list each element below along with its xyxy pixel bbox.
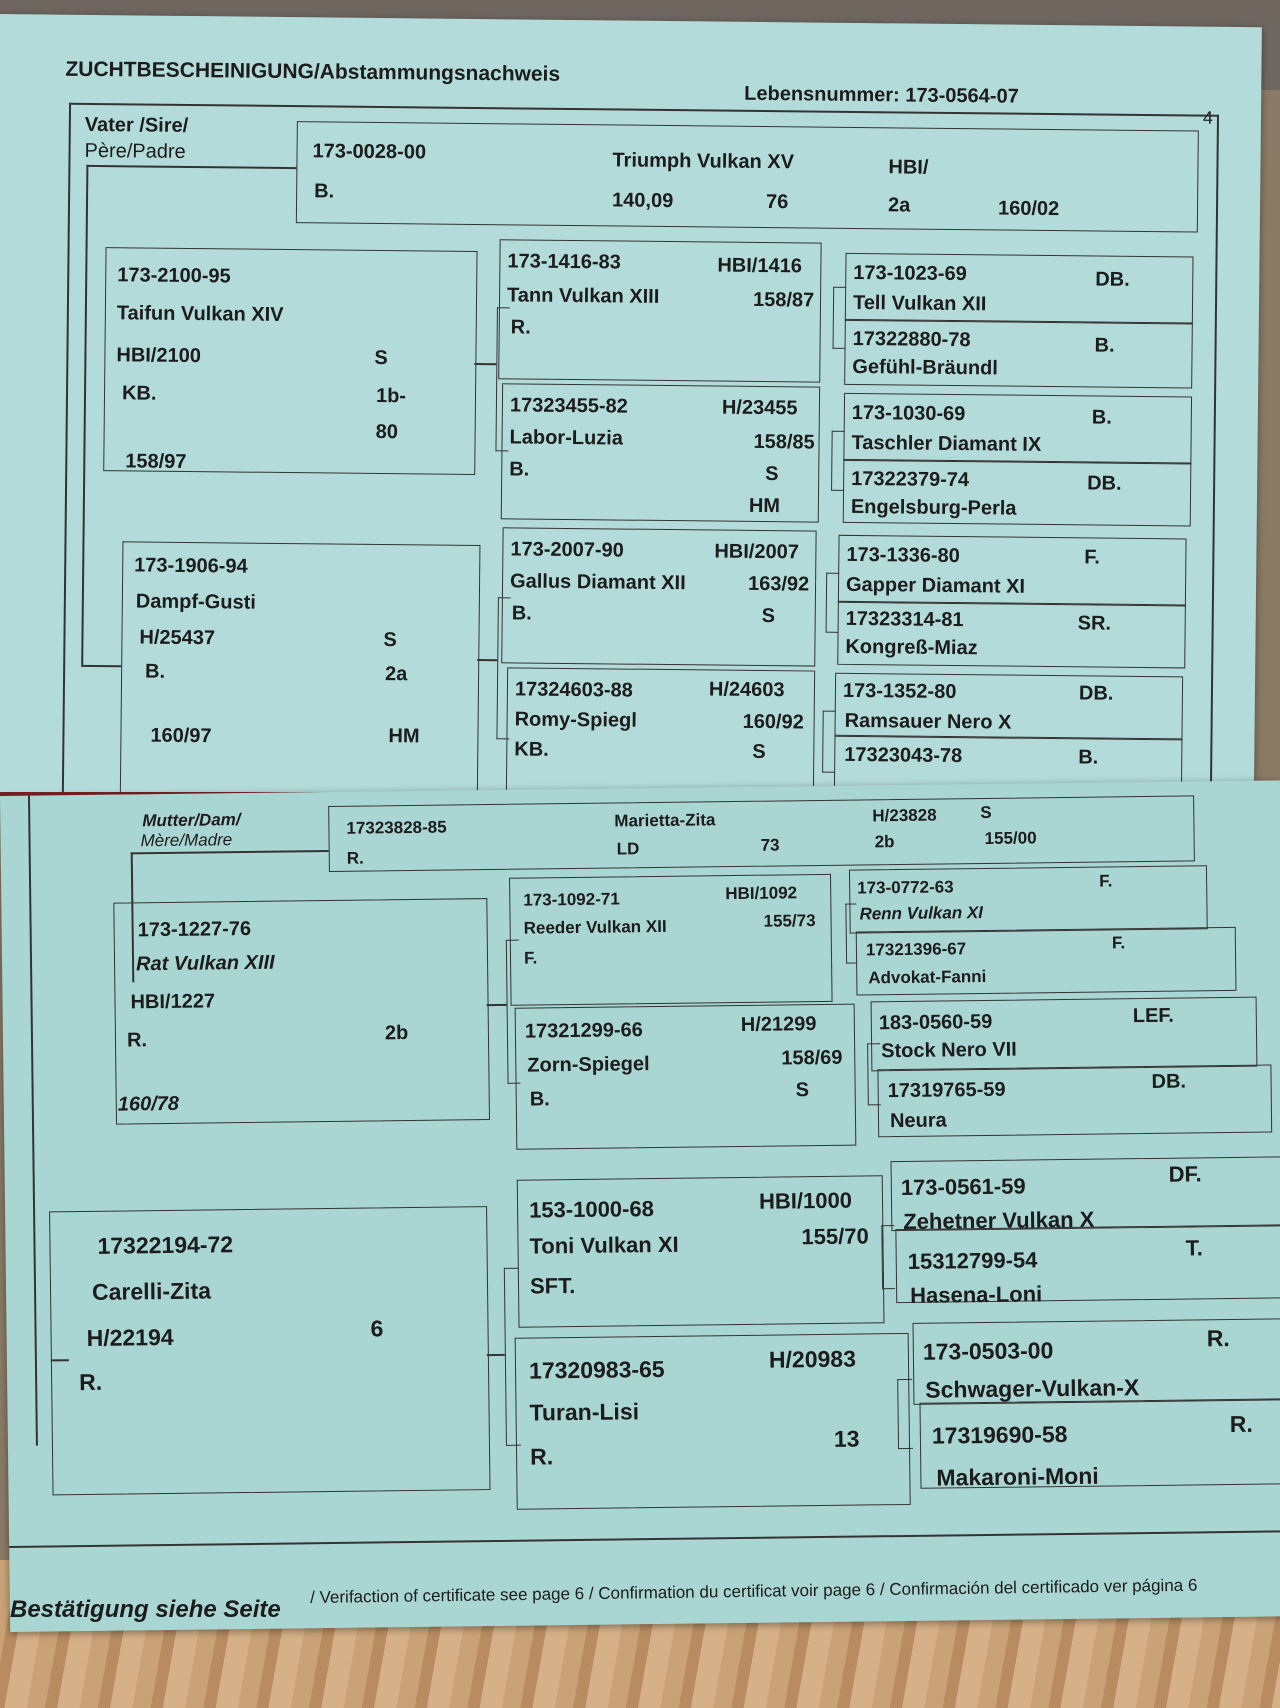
ssd-hm: HM — [748, 494, 781, 518]
ds-name: Rat Vulkan XIII — [135, 951, 275, 976]
ssdd-id: 17322379-74 — [851, 467, 970, 492]
dam-ld: LD — [616, 839, 640, 859]
ss-id: 173-2100-95 — [117, 264, 231, 288]
sdd-s: S — [752, 740, 766, 764]
ddsd-name: Hasena-Loni — [910, 1281, 1043, 1308]
dd-id: 17322194-72 — [97, 1231, 234, 1259]
dsd-id: 17321299-66 — [524, 1019, 643, 1043]
ddsd-id: 15312799-54 — [907, 1247, 1038, 1274]
dsd-size: 158/69 — [781, 1046, 843, 1070]
dsdd-color: DB. — [1151, 1070, 1187, 1093]
sd-grade: 2a — [384, 663, 408, 686]
dsdd-name: Neura — [889, 1109, 947, 1133]
ddss-color: DF. — [1168, 1161, 1202, 1187]
ddd-name: Turan-Lisi — [529, 1398, 640, 1426]
ss-size: 158/97 — [125, 450, 187, 473]
sire-num: 76 — [765, 191, 789, 214]
dam-name: Marietta-Zita — [614, 810, 716, 831]
ssdd-color: DB. — [1087, 472, 1122, 495]
sdsd-id: 17323314-81 — [845, 607, 964, 632]
ss-reg: HBI/2100 — [116, 344, 202, 368]
sire-label-2: Père/Padre — [84, 139, 186, 163]
dam-num: 73 — [760, 835, 780, 855]
sire-reg: HBI/ — [888, 156, 929, 179]
ssd-name: Labor-Luzia — [509, 426, 624, 450]
dam-label: Mutter/Dam/ — [142, 810, 241, 831]
sd-reg: H/25437 — [139, 626, 216, 650]
ddd-reg: H/20983 — [768, 1345, 857, 1373]
sd-hm: HM — [388, 725, 420, 748]
certificate-page-bottom — [0, 780, 1280, 1632]
sd-name: Dampf-Gusti — [135, 590, 256, 614]
ssdd-name: Engelsburg-Perla — [850, 495, 1017, 520]
ds-connector — [487, 1004, 507, 1006]
sd-connector-left — [81, 665, 121, 667]
dddd-color: R. — [1229, 1410, 1253, 1438]
ssds-color: B. — [1091, 406, 1112, 429]
dam-branch-line — [131, 850, 329, 854]
frame-top-line — [69, 103, 1219, 117]
sds-name: Gallus Diamant XII — [509, 570, 686, 595]
dds-reg: HBI/1000 — [758, 1187, 853, 1214]
ddds-color: R. — [1206, 1325, 1230, 1352]
ssds-name: Taschler Diamant IX — [851, 431, 1042, 456]
ddds-id: 173-0503-00 — [922, 1337, 1054, 1365]
ss-color: KB. — [121, 382, 157, 405]
sire-branch-vertical — [81, 165, 88, 665]
sdds-color: DB. — [1078, 682, 1114, 705]
ddss-name: Zehetner Vulkan X — [903, 1206, 1095, 1234]
sdd-color: KB. — [514, 738, 549, 761]
dsss-name: Renn Vulkan XI — [859, 903, 984, 924]
sire-label: Vater /Sire/ — [84, 113, 189, 137]
sire-score: 140,09 — [611, 189, 674, 213]
dds-bracket — [881, 1225, 895, 1289]
dddd-id: 17319690-58 — [931, 1421, 1068, 1449]
ssd-color: B. — [509, 458, 530, 481]
ssss-name: Tell Vulkan XII — [852, 291, 987, 316]
ddsd-color: T. — [1185, 1235, 1203, 1261]
sire-color: B. — [314, 180, 335, 203]
footer-confirmation-main: Bestätigung siehe Seite — [10, 1596, 281, 1623]
frame-right-line — [1210, 115, 1219, 815]
sd-connector — [477, 659, 497, 661]
dd-num: 6 — [370, 1315, 384, 1342]
ss-name: Taifun Vulkan XIV — [116, 302, 284, 326]
dssd-color: F. — [1111, 933, 1126, 953]
dam-size: 155/00 — [984, 828, 1037, 848]
ss-s: S — [374, 346, 388, 370]
ss-num: 80 — [375, 420, 399, 444]
sdds-name: Ramsauer Nero X — [844, 709, 1012, 734]
ssd-id: 17323455-82 — [509, 394, 628, 418]
sire-box — [296, 121, 1199, 232]
sire-branch-line — [86, 165, 296, 169]
ssd-size: 158/85 — [753, 430, 815, 454]
dsds-color: LEF. — [1132, 1004, 1175, 1028]
document-title: ZUCHTBESCHEINIGUNG/Abstammungsnachweis — [65, 57, 561, 86]
sssd-color: B. — [1094, 334, 1115, 357]
sdss-id: 173-1336-80 — [846, 543, 960, 568]
sddd-color: B. — [1078, 746, 1099, 769]
ssd-reg: H/23455 — [721, 396, 798, 420]
ss-grade: 1b- — [375, 384, 407, 408]
sssd-id: 17322880-78 — [852, 327, 971, 352]
ds-id: 173-1227-76 — [137, 917, 252, 942]
dds-id: 153-1000-68 — [528, 1196, 655, 1223]
lebensnummer: Lebensnummer: 173-0564-07 — [744, 82, 1019, 108]
dsds-name: Stock Nero VII — [881, 1038, 1017, 1063]
ddd-id: 17320983-65 — [528, 1355, 665, 1384]
ddss-id: 173-0561-59 — [900, 1173, 1026, 1201]
ds-size: 160/78 — [117, 1092, 180, 1116]
dsd-color: B. — [529, 1088, 550, 1111]
sds-id: 173-2007-90 — [510, 538, 624, 562]
dam-id: 17323828-85 — [346, 817, 447, 838]
sds-reg: HBI/2007 — [714, 540, 800, 564]
dd-color: R. — [79, 1368, 103, 1396]
dsdd-id: 17319765-59 — [887, 1078, 1006, 1103]
sdd-name: Romy-Spiegl — [514, 708, 637, 732]
ds-grade: 2b — [384, 1022, 409, 1045]
dss-id: 173-1092-71 — [523, 889, 620, 910]
sd-color: B. — [145, 660, 166, 683]
dam-box — [328, 795, 1195, 872]
sds-color: B. — [511, 602, 532, 625]
ss-connector — [474, 363, 496, 365]
ddd-num: 13 — [833, 1425, 860, 1452]
sire-size: 160/02 — [997, 197, 1060, 221]
footer-separator — [9, 1530, 1280, 1547]
dssd-id: 17321396-67 — [865, 939, 967, 960]
sss-id: 173-1416-83 — [507, 250, 621, 274]
sss-name: Tann Vulkan XIII — [506, 284, 660, 308]
page-number: 4 — [1202, 107, 1214, 128]
dd-reg: H/22194 — [86, 1323, 174, 1351]
sdd-reg: H/24603 — [708, 678, 785, 702]
certificate-page-top — [0, 14, 1262, 813]
ssds-id: 173-1030-69 — [851, 401, 966, 426]
ssd-s: S — [765, 463, 779, 486]
dsd-s: S — [795, 1079, 810, 1102]
sire-grade: 2a — [887, 194, 911, 217]
ssss-color: DB. — [1095, 268, 1130, 291]
dss-reg: HBI/1092 — [725, 883, 798, 904]
sdsd-color: SR. — [1077, 612, 1112, 635]
sdss-name: Gapper Diamant XI — [845, 573, 1026, 598]
dds-name: Toni Vulkan XI — [529, 1231, 679, 1259]
sdd-size: 160/92 — [742, 710, 804, 734]
ddd-bracket — [897, 1379, 913, 1449]
sssd-name: Gefühl-Bräundl — [852, 355, 999, 380]
dd-connector — [487, 1354, 505, 1356]
dd-name: Carelli-Zita — [91, 1277, 212, 1305]
dss-size: 155/73 — [763, 911, 816, 931]
sdd-id: 17324603-88 — [514, 678, 633, 702]
sd-s: S — [383, 629, 397, 652]
dam-s: S — [980, 802, 992, 823]
ds-color: R. — [126, 1029, 148, 1052]
sdsd-name: Kongreß-Miaz — [845, 635, 978, 660]
dds-color: SFT. — [529, 1273, 576, 1299]
sdds-id: 173-1352-80 — [842, 679, 957, 704]
sire-name: Triumph Vulkan XV — [612, 149, 795, 174]
ds-reg: HBI/1227 — [130, 990, 216, 1014]
dddd-name: Makaroni-Moni — [936, 1462, 1099, 1491]
sdss-color: F. — [1084, 546, 1101, 569]
dsd-reg: H/21299 — [740, 1013, 817, 1036]
sd-box — [120, 541, 481, 807]
sire-id: 173-0028-00 — [312, 140, 427, 164]
ssss-id: 173-1023-69 — [853, 261, 967, 286]
dsds-id: 183-0560-59 — [878, 1010, 993, 1035]
ddd-color: R. — [529, 1443, 554, 1470]
dss-color: F. — [523, 948, 538, 968]
sddd-id: 17323043-78 — [844, 743, 963, 768]
dsss-color: F. — [1099, 871, 1113, 891]
sd-size: 160/97 — [150, 724, 212, 748]
dsss-box — [849, 865, 1208, 933]
dds-size: 155/70 — [801, 1223, 869, 1250]
footer-confirmation-translations: / Verifaction of certificate see page 6 / Confirmation du certificat voir page 6 / Confirmación del certificado ver página 6 — [310, 1575, 1198, 1607]
dam-reg: H/23828 — [872, 805, 937, 826]
ddds-name: Schwager-Vulkan-X — [925, 1374, 1140, 1403]
dssd-name: Advokat-Fanni — [868, 966, 987, 988]
dsss-id: 173-0772-63 — [857, 877, 954, 898]
dsd-name: Zorn-Spiegel — [527, 1053, 650, 1077]
dam-grade: 2b — [874, 832, 895, 852]
sss-reg: HBI/1416 — [717, 254, 803, 278]
bottom-left-frame — [28, 796, 37, 1446]
sds-size: 163/92 — [747, 572, 810, 596]
frame-left-line — [62, 103, 71, 803]
dam-label-2: Mère/Madre — [140, 830, 233, 851]
sss-size: 158/87 — [752, 288, 815, 312]
sd-id: 173-1906-94 — [134, 554, 248, 578]
sds-s: S — [761, 605, 776, 628]
dss-name: Reeder Vulkan XII — [523, 916, 667, 938]
dam-color: R. — [346, 848, 364, 868]
sss-color: R. — [510, 316, 531, 339]
